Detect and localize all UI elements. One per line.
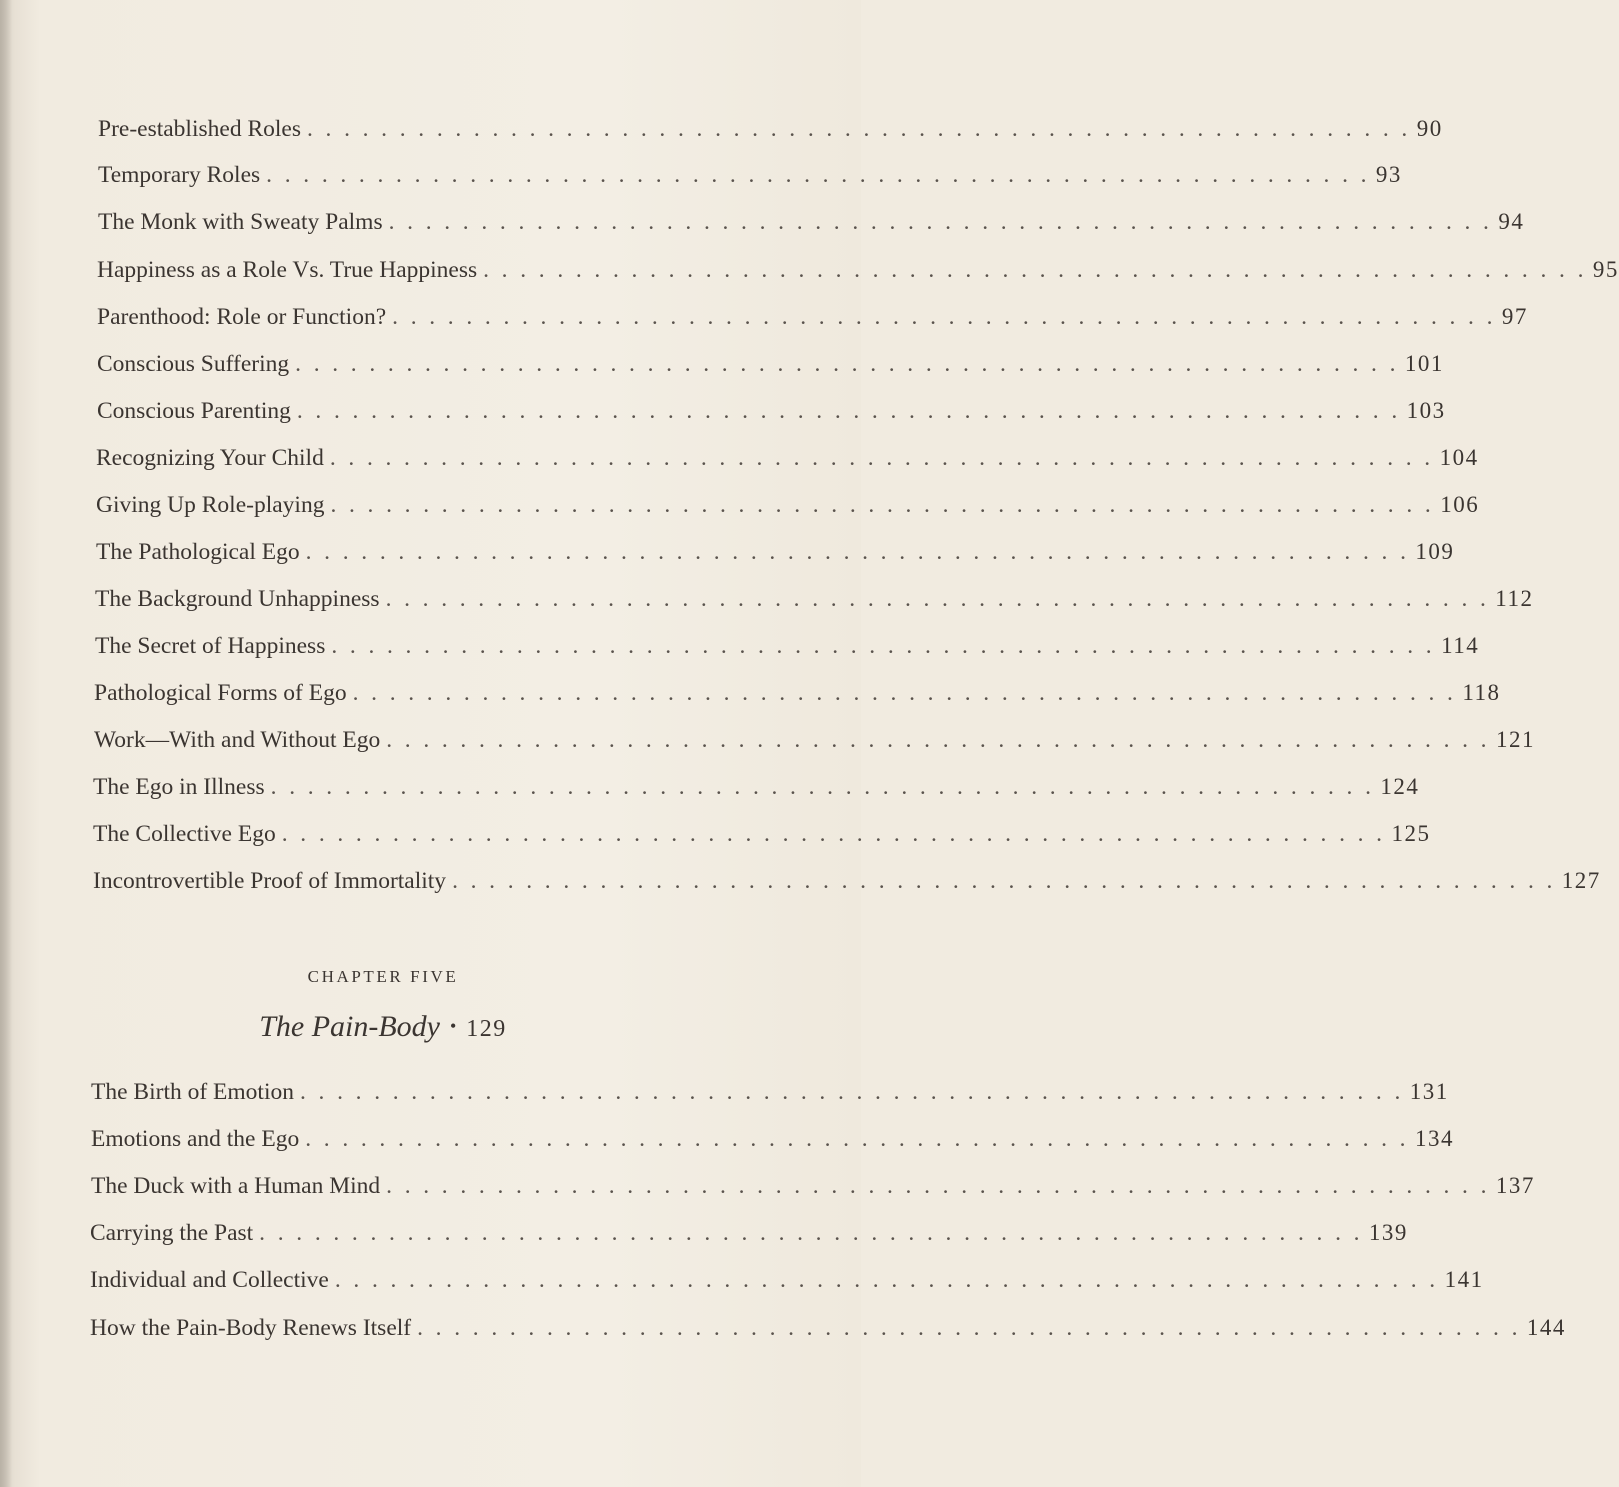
- chapter-label: CHAPTER FIVE: [307, 967, 459, 986]
- toc-dot-leader: . . . . . . . . . . . . . . . . . . . . . . . . . . . . . . . . . . . . . . . . . . . . . . . . . . . . . . . . . . . .: [306, 116, 1411, 142]
- toc-entry-page-number: 125: [1391, 821, 1431, 846]
- toc-dot-leader: . . . . . . . . . . . . . . . . . . . . . . . . . . . . . . . . . . . . . . . . . . . . . . . . . . . . . . . . . . . .: [305, 1126, 1409, 1152]
- toc-entry-page-number: 104: [1439, 445, 1479, 470]
- toc-entry-title: Happiness as a Role Vs. True Happiness: [97, 257, 478, 283]
- toc-dot-leader: . . . . . . . . . . . . . . . . . . . . . . . . . . . . . . . . . . . . . . . . . . . . . . . . . . . . . . . . . . . .: [259, 1220, 1363, 1246]
- toc-entry: [93, 772, 1420, 802]
- toc-dot-leader: . . . . . . . . . . . . . . . . . . . . . . . . . . . . . . . . . . . . . . . . . . . . . . . . . . . . . . . . . . . .: [300, 1079, 1404, 1105]
- toc-entry-title: The Background Unhappiness: [95, 586, 380, 612]
- toc-entry: [95, 584, 1534, 614]
- toc-entry-page-number: 95: [1592, 257, 1619, 282]
- toc-entry-title: Pathological Forms of Ego: [94, 680, 347, 706]
- toc-dot-leader: . . . . . . . . . . . . . . . . . . . . . . . . . . . . . . . . . . . . . . . . . . . . . . . . . . . . . . . . . . . .: [305, 539, 1410, 565]
- toc-entry-page-number: 131: [1409, 1079, 1449, 1104]
- chapter-heading: [0, 1010, 766, 1044]
- toc-entry: [93, 819, 1431, 849]
- toc-entry-page-number: 144: [1526, 1315, 1566, 1340]
- toc-dot-leader: . . . . . . . . . . . . . . . . . . . . . . . . . . . . . . . . . . . . . . . . . . . . . . . . . . . . . . . . . . . .: [385, 586, 1490, 612]
- toc-entry-page-number: 93: [1375, 162, 1402, 187]
- toc-dot-leader: . . . . . . . . . . . . . . . . . . . . . . . . . . . . . . . . . . . . . . . . . . . . . . . . . . . . . . . . . . . .: [352, 680, 1457, 706]
- toc-dot-leader: . . . . . . . . . . . . . . . . . . . . . . . . . . . . . . . . . . . . . . . . . . . . . . . . . . . . . . . . . . . .: [329, 445, 1434, 471]
- toc-entry-page-number: 94: [1498, 209, 1525, 234]
- toc-dot-leader: . . . . . . . . . . . . . . . . . . . . . . . . . . . . . . . . . . . . . . . . . . . . . . . . . . . . . . . . . . . .: [281, 821, 1386, 847]
- toc-entry-page-number: 90: [1416, 116, 1443, 141]
- toc-entry-title: The Duck with a Human Mind: [91, 1173, 381, 1199]
- toc-dot-leader: . . . . . . . . . . . . . . . . . . . . . . . . . . . . . . . . . . . . . . . . . . . . . . . . . . . . . . . . . . . .: [334, 1267, 1439, 1293]
- toc-entry: [97, 396, 1446, 426]
- toc-entry-title: Conscious Parenting: [97, 398, 291, 424]
- toc-entry-page-number: 101: [1404, 351, 1444, 376]
- toc-entry: [98, 160, 1402, 190]
- toc-entry-title: Work—With and Without Ego: [94, 727, 381, 753]
- toc-entry-title: The Pathological Ego: [96, 539, 300, 565]
- toc-entry-page-number: 118: [1462, 680, 1501, 705]
- toc-entry: [97, 255, 1619, 285]
- toc-entry: [98, 207, 1525, 237]
- chapter-title: The Pain-Body: [259, 1010, 440, 1043]
- toc-entry: [91, 1124, 1454, 1154]
- spine-shadow: [0, 0, 12, 1487]
- toc-dot-leader: . . . . . . . . . . . . . . . . . . . . . . . . . . . . . . . . . . . . . . . . . . . . . . . . . . . . . . . . . . . .: [295, 351, 1399, 377]
- toc-entry-page-number: 141: [1444, 1267, 1484, 1292]
- toc-dot-leader: . . . . . . . . . . . . . . . . . . . . . . . . . . . . . . . . . . . . . . . . . . . . . . . . . . . . . . . . . . . .: [483, 257, 1587, 283]
- toc-entry-title: Giving Up Role-playing: [96, 492, 325, 518]
- toc-entry: [95, 631, 1480, 661]
- toc-entry-title: The Secret of Happiness: [95, 633, 326, 659]
- toc-dot-leader: . . . . . . . . . . . . . . . . . . . . . . . . . . . . . . . . . . . . . . . . . . . . . . . . . . . . . . . . . . . .: [270, 774, 1375, 800]
- toc-entry: [96, 443, 1479, 473]
- toc-entry-page-number: 103: [1406, 398, 1446, 423]
- toc-dot-leader: . . . . . . . . . . . . . . . . . . . . . . . . . . . . . . . . . . . . . . . . . . . . . . . . . . . . . . . . . . . .: [386, 727, 1490, 753]
- toc-entry-title: Parenthood: Role or Function?: [97, 304, 387, 330]
- toc-entry-title: Conscious Suffering: [97, 351, 290, 377]
- toc-entry-page-number: 114: [1441, 633, 1480, 658]
- toc-entry: [97, 302, 1528, 332]
- toc-entry-title: The Monk with Sweaty Palms: [98, 209, 383, 235]
- toc-entry-page-number: 97: [1501, 304, 1528, 329]
- toc-entry: [96, 537, 1455, 567]
- toc-dot-leader: . . . . . . . . . . . . . . . . . . . . . . . . . . . . . . . . . . . . . . . . . . . . . . . . . . . . . . . . . . . .: [417, 1315, 1521, 1341]
- toc-entry: [97, 349, 1444, 379]
- toc-dot-leader: . . . . . . . . . . . . . . . . . . . . . . . . . . . . . . . . . . . . . . . . . . . . . . . . . . . . . . . . . . . .: [388, 209, 1493, 235]
- toc-entry: [94, 725, 1535, 755]
- toc-entry: [98, 114, 1443, 144]
- toc-entry-title: Emotions and the Ego: [91, 1126, 300, 1152]
- toc-entry-title: Pre-established Roles: [98, 116, 301, 142]
- toc-entry-page-number: 121: [1495, 727, 1535, 752]
- toc-entry-page-number: 127: [1561, 868, 1601, 893]
- toc-entry-title: Incontrovertible Proof of Immortality: [93, 868, 447, 894]
- toc-dot-leader: . . . . . . . . . . . . . . . . . . . . . . . . . . . . . . . . . . . . . . . . . . . . . . . . . . . . . . . . . . . .: [330, 492, 1435, 518]
- toc-dot-leader: . . . . . . . . . . . . . . . . . . . . . . . . . . . . . . . . . . . . . . . . . . . . . . . . . . . . . . . . . . . .: [331, 633, 1436, 659]
- toc-entry: [93, 866, 1601, 896]
- chapter-page-number: 129: [466, 1016, 507, 1042]
- toc-entry-page-number: 124: [1380, 774, 1420, 799]
- toc-entry-title: Recognizing Your Child: [96, 445, 324, 471]
- toc-entry-title: Carrying the Past: [90, 1220, 254, 1246]
- toc-entry: [90, 1265, 1484, 1295]
- toc-entry-page-number: 109: [1415, 539, 1455, 564]
- toc-entry-page-number: 106: [1440, 492, 1480, 517]
- toc-entry: [96, 490, 1480, 520]
- toc-entry: [90, 1313, 1566, 1343]
- toc-entry-page-number: 112: [1495, 586, 1534, 611]
- toc-entry-title: The Ego in Illness: [93, 774, 265, 800]
- toc-entry: [91, 1171, 1535, 1201]
- toc-entry-title: The Collective Ego: [93, 821, 276, 847]
- chapter-bullet: •: [449, 1016, 457, 1036]
- toc-entry: [91, 1077, 1449, 1107]
- toc-entry-title: The Birth of Emotion: [91, 1079, 294, 1105]
- toc-dot-leader: . . . . . . . . . . . . . . . . . . . . . . . . . . . . . . . . . . . . . . . . . . . . . . . . . . . . . . . . . . . .: [266, 162, 1370, 188]
- toc-entry-page-number: 139: [1368, 1220, 1408, 1245]
- toc-dot-leader: . . . . . . . . . . . . . . . . . . . . . . . . . . . . . . . . . . . . . . . . . . . . . . . . . . . . . . . . . . . .: [452, 868, 1556, 894]
- toc-dot-leader: . . . . . . . . . . . . . . . . . . . . . . . . . . . . . . . . . . . . . . . . . . . . . . . . . . . . . . . . . . . .: [392, 304, 1496, 330]
- toc-entry-title: How the Pain-Body Renews Itself: [90, 1315, 412, 1341]
- toc-entry: [90, 1218, 1408, 1248]
- toc-dot-leader: . . . . . . . . . . . . . . . . . . . . . . . . . . . . . . . . . . . . . . . . . . . . . . . . . . . . . . . . . . . .: [386, 1173, 1490, 1199]
- toc-entry-title: Individual and Collective: [90, 1267, 329, 1293]
- toc-entry-page-number: 137: [1495, 1173, 1535, 1198]
- toc-entry-title: Temporary Roles: [98, 162, 261, 188]
- toc-entry: [94, 678, 1501, 708]
- toc-dot-leader: . . . . . . . . . . . . . . . . . . . . . . . . . . . . . . . . . . . . . . . . . . . . . . . . . . . . . . . . . . . .: [296, 398, 1401, 424]
- toc-entry-page-number: 134: [1414, 1126, 1454, 1151]
